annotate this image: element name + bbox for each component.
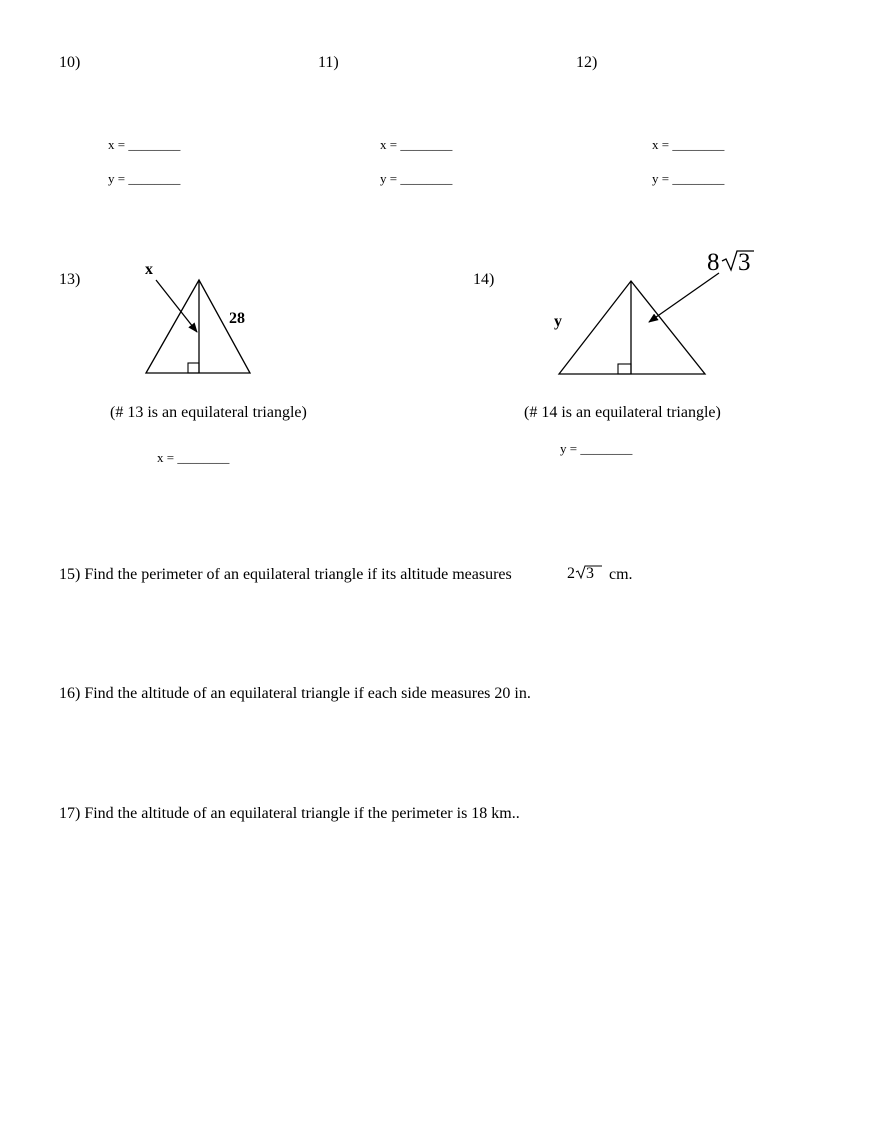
right-angle-mark-13: [188, 363, 199, 373]
label-x-13: x: [145, 261, 153, 278]
problem-13-number: 13): [59, 271, 81, 288]
problem-12-y-answer[interactable]: y = ________: [652, 171, 725, 186]
problem-14-caption: (# 14 is an equilateral triangle): [524, 404, 721, 421]
problem-14-number: 14): [473, 271, 495, 288]
problem-11-number: 11): [318, 54, 339, 71]
problem-10-x-answer[interactable]: x = ________: [108, 137, 181, 152]
label-28-13: 28: [229, 310, 245, 327]
label-radicand-14: 3: [738, 249, 751, 276]
problem-15-text: 15) Find the perimeter of an equilateral triangle if its altitude measures: [59, 566, 512, 583]
label-coef-14: 8: [707, 249, 720, 276]
problem-12-number: 12): [576, 54, 598, 71]
problem-12-x-answer[interactable]: x = ________: [652, 137, 725, 152]
problem-11-x-answer[interactable]: x = ________: [380, 137, 453, 152]
arrow-14: [649, 273, 719, 322]
problem-17-text: 17) Find the altitude of an equilateral triangle if the perimeter is 18 km..: [59, 805, 520, 822]
arrow-13: [156, 280, 197, 332]
problem-14-answer[interactable]: y = ________: [560, 441, 633, 456]
problem-16-text: 16) Find the altitude of an equilateral triangle if each side measures 20 in.: [59, 685, 531, 702]
problem-15-radicand: 3: [586, 565, 594, 582]
problem-15-coef: 2: [567, 565, 575, 582]
problem-10-number: 10): [59, 54, 81, 71]
triangle-14: [559, 281, 705, 374]
label-y-14: y: [554, 313, 562, 330]
problem-15-unit: cm.: [609, 566, 633, 583]
problem-13-caption: (# 13 is an equilateral triangle): [110, 404, 307, 421]
problem-13-answer[interactable]: x = ________: [157, 450, 230, 465]
right-angle-mark-14: [618, 364, 631, 374]
problem-10-y-answer[interactable]: y = ________: [108, 171, 181, 186]
problem-15-radical: [566, 560, 608, 584]
problem-11-y-answer[interactable]: y = ________: [380, 171, 453, 186]
